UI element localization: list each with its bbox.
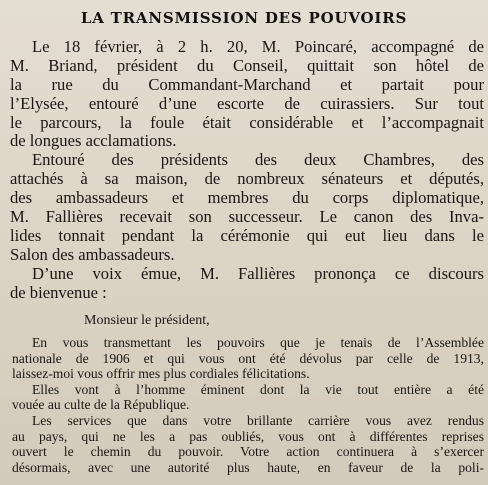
body-line: des ambassadeurs et membres du corps diplomatique, [10,188,484,208]
body-line: D’une voix émue, M. Fallières prononça ce discours [32,263,484,283]
speech-line: En vous transmettant les pouvoirs que je tenais de l’Assemblée [32,335,484,350]
body-line: Le 18 février, à 2 h. 20, M. Poincaré, accompagné de [32,37,484,56]
body-line: le parcours, la foule était considérable et l’accompagnait [10,112,484,132]
body-line: de bienvenue : [10,282,107,302]
body-line: de longues acclamations. [10,131,177,151]
body-line: Entouré des présidents des deux Chambres, des [32,150,484,170]
body-line: la rue du Commandant-Marchand et partait pour [10,74,484,94]
speech-line: nationale de 1906 et qui vous ont été dévolus par celle de 1913, [12,350,484,366]
speech-salutation: Monsieur le président, [84,313,210,328]
article-title: LA TRANSMISSION DES POUVOIRS [80,9,408,27]
speech-line: désormais, avec une autorité plus haute, en faveur de la poli- [12,459,484,475]
speech-line: ouvert le chemin du pouvoir. Votre action continuera à s’exercer [12,444,484,460]
speech-line: laissez-moi vous offrir mes plus cordiales félicitations. [12,366,310,382]
body-line: attachés à sa maison, de nombreux sénateurs et députés, [10,169,484,189]
speech-body [12,335,484,475]
speech-line: Elles vont à l’homme éminent dont la vie tout entière a été [32,381,484,397]
body-line: M. Briand, président du Conseil, quittait son hôtel de [10,55,484,75]
speech-line: vouée au culte de la République. [12,397,190,413]
body-line: lides tonnait pendant la cérémonie qui eut lieu dans le [10,225,484,245]
speech-line: Les services que dans votre brillante carrière vous avez rendus [32,412,484,428]
speech-line: au pays, qui ne les a pas oubliés, vous ont à différentes reprises [12,428,484,444]
article-body [10,38,484,302]
body-line: l’Elysée, entouré d’une escorte de cuirassiers. Sur tout [10,93,484,113]
body-line: M. Fallières recevait son successeur. Le canon des Inva- [10,207,484,227]
body-line: Salon des ambassadeurs. [10,244,175,264]
